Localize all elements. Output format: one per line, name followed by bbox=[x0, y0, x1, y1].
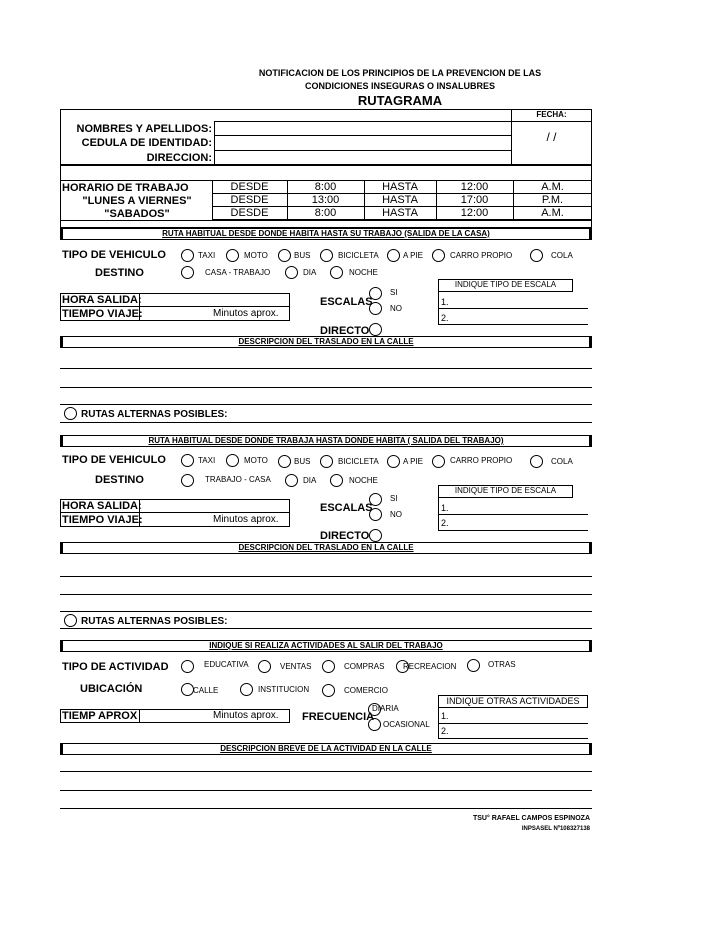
bicicleta-radio[interactable] bbox=[320, 249, 333, 262]
compras-radio[interactable] bbox=[322, 660, 335, 673]
fecha-label: FECHA: bbox=[536, 110, 567, 119]
bus-label: BUS bbox=[294, 457, 311, 466]
footer-inpsasel: INPSASEL Nº108327138 bbox=[521, 826, 590, 832]
otras-label: OTRAS bbox=[488, 660, 516, 669]
indique-otras-label: INDIQUE OTRAS ACTIVIDADES bbox=[446, 696, 580, 706]
escala-item-1[interactable]: 1. bbox=[441, 503, 449, 513]
ruta1-title: RUTA HABITUAL DESDE DONDE HABITA HASTA SU TRABAJO (SALIDA DE LA CASA) bbox=[162, 229, 490, 238]
cedula-field[interactable] bbox=[215, 136, 510, 149]
a-pie-label: A PIE bbox=[403, 457, 424, 466]
a-pie-label: A PIE bbox=[403, 251, 424, 260]
hasta-label: HASTA bbox=[382, 194, 418, 206]
directo-label: DIRECTO bbox=[320, 325, 370, 337]
horario-label: HORARIO DE TRABAJO bbox=[62, 182, 189, 194]
bus-radio[interactable] bbox=[278, 455, 291, 468]
dia-radio[interactable] bbox=[285, 474, 298, 487]
institucion-radio[interactable] bbox=[240, 683, 253, 696]
hasta-value[interactable]: 12:00 bbox=[460, 181, 489, 193]
dia-label: DIA bbox=[303, 476, 317, 485]
compras-label: COMPRAS bbox=[344, 662, 385, 671]
tiempo-viaje-label: TIEMPO VIAJE: bbox=[62, 308, 143, 320]
otras-radio[interactable] bbox=[467, 659, 480, 672]
si-label: SI bbox=[390, 494, 398, 503]
cola-radio[interactable] bbox=[530, 249, 543, 262]
tipo-vehiculo-label: TIPO DE VEHICULO bbox=[62, 249, 166, 261]
actividad-item-2[interactable]: 2. bbox=[441, 726, 449, 736]
hora-salida-field[interactable] bbox=[140, 294, 289, 307]
directo-label: DIRECTO bbox=[320, 530, 370, 542]
tipo-vehiculo-label: TIPO DE VEHICULO bbox=[62, 454, 166, 466]
moto-radio[interactable] bbox=[226, 454, 239, 467]
directo-radio[interactable] bbox=[369, 529, 382, 542]
carro-propio-radio[interactable] bbox=[432, 249, 445, 262]
ruta2-title: RUTA HABITUAL DESDE DONDE TRABAJA HASTA DONDE HABITA ( SALIDA DEL TRABAJO) bbox=[148, 436, 504, 445]
desde-label: DESDE bbox=[230, 181, 269, 193]
ampm-value: P.M. bbox=[541, 194, 564, 206]
direccion-field[interactable] bbox=[215, 151, 510, 164]
direccion-label: DIRECCION: bbox=[146, 152, 212, 164]
ruta1-section-bar bbox=[60, 228, 592, 240]
footer-author: TSU° RAFAEL CAMPOS ESPINOZA bbox=[472, 815, 590, 822]
tiempo-viaje-label: TIEMPO VIAJE: bbox=[62, 514, 143, 526]
cola-label: COLA bbox=[551, 251, 573, 260]
fecha-field[interactable]: / / bbox=[546, 130, 557, 144]
desde-value[interactable]: 8:00 bbox=[314, 207, 337, 219]
ocasional-label: OCASIONAL bbox=[383, 720, 430, 729]
noche-radio[interactable] bbox=[330, 266, 343, 279]
tiempo-aprox-label: TIEMP APROX bbox=[62, 710, 138, 722]
dia-radio[interactable] bbox=[285, 266, 298, 279]
cola-radio[interactable] bbox=[530, 455, 543, 468]
actividades-section-bar bbox=[60, 640, 592, 652]
educativa-radio[interactable] bbox=[181, 660, 194, 673]
escalas-label: ESCALAS bbox=[320, 502, 373, 514]
carro-propio-label: CARRO PROPIO bbox=[450, 251, 513, 260]
ubicacion-label: UBICACIÓN bbox=[80, 683, 143, 695]
ruta2-descripcion-bar bbox=[60, 542, 592, 554]
actividades-descripcion-bar bbox=[60, 743, 592, 755]
ruta1-descripcion: DESCRIPCION DEL TRASLADO EN LA CALLE bbox=[238, 337, 414, 346]
horario-sub2: "SABADOS" bbox=[104, 208, 170, 220]
bicicleta-label: BICICLETA bbox=[338, 457, 379, 466]
indique-escala-label: INDIQUE TIPO DE ESCALA bbox=[454, 280, 557, 289]
minutos-label: Minutos aprox. bbox=[213, 710, 279, 721]
dia-label: DIA bbox=[303, 268, 317, 277]
calle-label: CALLE bbox=[193, 686, 219, 695]
cola-label: COLA bbox=[551, 457, 573, 466]
educativa-label: EDUCATIVA bbox=[204, 660, 249, 669]
directo-radio[interactable] bbox=[369, 323, 382, 336]
frecuencia-label: FRECUENCIA bbox=[302, 711, 375, 723]
cedula-label: CEDULA DE IDENTIDAD: bbox=[81, 137, 212, 149]
taxi-radio[interactable] bbox=[181, 249, 194, 262]
tipo-actividad-label: TIPO DE ACTIVIDAD bbox=[62, 661, 169, 673]
destino-label: DESTINO bbox=[95, 267, 144, 279]
comercio-radio[interactable] bbox=[322, 684, 335, 697]
carro-propio-label: CARRO PROPIO bbox=[450, 456, 513, 465]
ruta1-descripcion-bar bbox=[60, 336, 592, 348]
actividad-item-1[interactable]: 1. bbox=[441, 711, 449, 721]
desde-label: DESDE bbox=[230, 194, 269, 206]
destino-label: DESTINO bbox=[95, 474, 144, 486]
hora-salida-field[interactable] bbox=[140, 500, 289, 513]
hora-salida-label: HORA SALIDA: bbox=[62, 500, 142, 512]
minutos-label: Minutos aprox. bbox=[213, 514, 279, 525]
carro-propio-radio[interactable] bbox=[432, 455, 445, 468]
escala-item-2[interactable]: 2. bbox=[441, 518, 449, 528]
taxi-label: TAXI bbox=[198, 456, 216, 465]
ampm-value: A.M. bbox=[541, 207, 564, 219]
casa-trabajo-radio[interactable] bbox=[181, 266, 194, 279]
hora-salida-label: HORA SALIDA: bbox=[62, 294, 142, 306]
indique-escala-label: INDIQUE TIPO DE ESCALA bbox=[454, 486, 557, 495]
desde-value[interactable]: 8:00 bbox=[314, 181, 337, 193]
actividades-descripcion: DESCRIPCION BREVE DE LA ACTIVIDAD EN LA CALLE bbox=[220, 744, 432, 753]
rutas-alternas-radio[interactable] bbox=[64, 614, 77, 627]
bus-label: BUS bbox=[294, 251, 311, 260]
taxi-radio[interactable] bbox=[181, 454, 194, 467]
taxi-label: TAXI bbox=[198, 251, 216, 260]
nombres-label: NOMBRES Y APELLIDOS: bbox=[76, 123, 212, 135]
ventas-radio[interactable] bbox=[258, 660, 271, 673]
rutas-alternas-label: RUTAS ALTERNAS POSIBLES: bbox=[81, 409, 228, 420]
noche-label: NOCHE bbox=[349, 268, 378, 277]
recreacion-label: RECREACION bbox=[403, 662, 457, 671]
ventas-label: VENTAS bbox=[280, 662, 312, 671]
minutos-label: Minutos aprox. bbox=[213, 308, 279, 319]
actividades-title: INDIQUE SI REALIZA ACTIVIDADES AL SALIR DEL TRABAJO bbox=[209, 641, 443, 650]
casa-trabajo-label: CASA - TRABAJO bbox=[205, 268, 271, 277]
ruta2-descripcion: DESCRIPCION DEL TRASLADO EN LA CALLE bbox=[238, 543, 414, 552]
bicicleta-label: BICICLETA bbox=[338, 251, 379, 260]
title-line-2: CONDICIONES INSEGURAS O INSALUBRES bbox=[304, 81, 496, 91]
escalas-label: ESCALAS bbox=[320, 296, 373, 308]
horario-sub1: "LUNES A VIERNES" bbox=[82, 195, 192, 207]
nombres-field[interactable] bbox=[215, 122, 510, 134]
hasta-value[interactable]: 12:00 bbox=[460, 207, 489, 219]
hasta-label: HASTA bbox=[382, 207, 418, 219]
page-title: RUTAGRAMA bbox=[357, 93, 443, 108]
bicicleta-radio[interactable] bbox=[320, 455, 333, 468]
title-line-1: NOTIFICACION DE LOS PRINCIPIOS DE LA PREVENCION DE LAS bbox=[258, 68, 542, 78]
a-pie-radio[interactable] bbox=[387, 249, 400, 262]
comercio-label: COMERCIO bbox=[344, 686, 388, 695]
trabajo-casa-label: TRABAJO - CASA bbox=[205, 475, 271, 484]
no-label: NO bbox=[390, 304, 402, 313]
escala-item-2[interactable]: 2. bbox=[441, 313, 449, 323]
ruta2-section-bar bbox=[60, 435, 592, 447]
hasta-value[interactable]: 17:00 bbox=[460, 194, 489, 206]
si-label: SI bbox=[390, 288, 398, 297]
trabajo-casa-radio[interactable] bbox=[181, 474, 194, 487]
bus-radio[interactable] bbox=[278, 249, 291, 262]
noche-radio[interactable] bbox=[330, 474, 343, 487]
rutas-alternas-radio[interactable] bbox=[64, 407, 77, 420]
escala-item-1[interactable]: 1. bbox=[441, 297, 449, 307]
a-pie-radio[interactable] bbox=[387, 455, 400, 468]
rutas-alternas-label: RUTAS ALTERNAS POSIBLES: bbox=[81, 616, 228, 627]
diaria-label: DIARIA bbox=[372, 704, 399, 713]
hasta-label: HASTA bbox=[382, 181, 418, 193]
desde-value[interactable]: 13:00 bbox=[311, 194, 340, 206]
desde-label: DESDE bbox=[230, 207, 269, 219]
ampm-value: A.M. bbox=[541, 181, 564, 193]
moto-label: MOTO bbox=[244, 456, 268, 465]
moto-label: MOTO bbox=[244, 251, 268, 260]
institucion-label: INSTITUCION bbox=[258, 685, 310, 694]
no-label: NO bbox=[390, 510, 402, 519]
noche-label: NOCHE bbox=[349, 476, 378, 485]
moto-radio[interactable] bbox=[226, 249, 239, 262]
